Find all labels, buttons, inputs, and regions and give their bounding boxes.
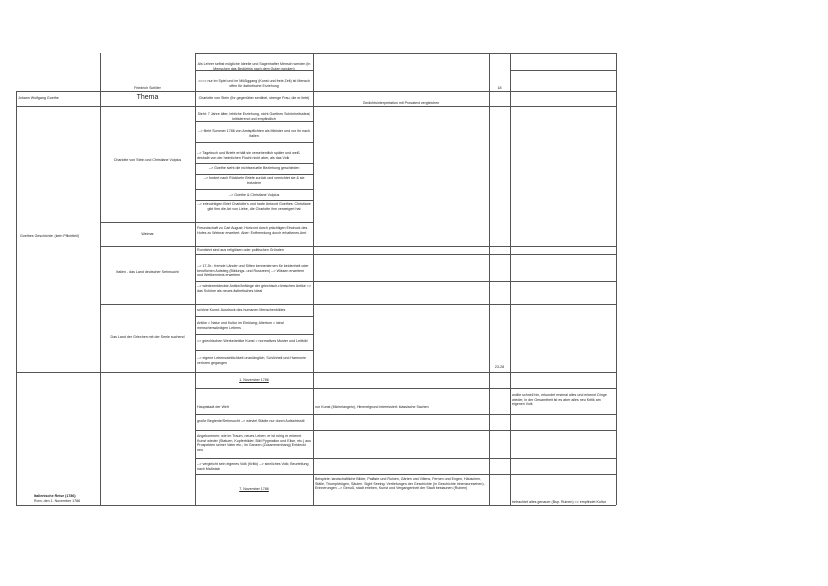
grid-line	[195, 163, 313, 164]
cell-c3: Charlotte von Stein (Ihr gegenüber sentibel, strenge Frau, die er liebt)	[198, 96, 310, 100]
grid-line	[16, 372, 616, 373]
friedrich-schiller: Friedrich Schiller	[134, 86, 161, 90]
section-goethe-geschichte: Goethes Geschichte: (kein Pflichtteil)	[20, 234, 79, 238]
grid-line	[16, 91, 17, 505]
grid-line	[100, 246, 616, 247]
page-ref-18: 18	[497, 86, 502, 90]
cell-c15: schöne Kunst: Ausdruck des humanen Menschenbildes	[197, 308, 286, 312]
grid-line	[489, 53, 490, 505]
cell-c9: --> Goethe & Christiane Vulpius	[228, 193, 280, 197]
thema-header: Thema	[136, 94, 159, 101]
cell-c11: Freundschaft zu Carl August; Horizont durch prächtigen Eindruck des Hofes zu Weimar erweitert. Aber: Entfremdung durch erhaltenes Amt	[197, 226, 308, 235]
page-ref-23: 23-28	[494, 365, 505, 369]
grid-line	[195, 414, 616, 415]
cell-c6: --> Tagebuch und Briefe erhält sie versehentlich später und weiß deshalb von der heimlichen Flucht nicht aber, als das Volk	[197, 151, 300, 160]
grid-line	[16, 505, 616, 506]
cell-c12: Romfahrt sind aus religiösen oder politischen Gründen	[197, 248, 284, 252]
cell-c1: Als Lehrer selbst mögliche Ideelle und Sagenhafter Mensch werden (in Menschen das Bedürfnis nach dem Guten wecken)	[197, 62, 311, 71]
cell-c10: --> erleuchtigen Brief Charlotte's und harte Antwort Goethes: Christiane gibt ihm die Art von Liebe, die Charlotte ihm verweigert hat	[197, 202, 311, 211]
cell-c21: große Begierde/Sehnsucht --> wieviel Städte nur durch Aufsichtsstil	[197, 419, 305, 423]
grid-line	[510, 53, 511, 505]
grid-line	[313, 53, 314, 505]
cell-c5: --> flieht Sommer 1786 von Amtspflichten als Minister und vor ihr nach Italien	[198, 129, 310, 138]
cell-c19: 1. November 1786	[239, 378, 269, 382]
grid-line	[195, 53, 196, 505]
cell-c16: Antike = Natur und Kultur im Einklang; Altertum = ideal menschenwürdigen Lebens	[197, 321, 284, 330]
grid-line	[195, 174, 313, 175]
charlotte-section: Charlotte von Stein und Christiane Vulpius	[113, 158, 182, 162]
grid-line	[16, 106, 616, 107]
grid-line	[195, 474, 616, 475]
cell-c18: --> eigene Lebenswirklichkeit unzulänglich, Schönheit und Harmonie verloren gegangen	[197, 356, 306, 365]
cell-c22: Angekommen: wie im Traum, neues Leben; er ist ruhig er erkennt Kunst wieder (Statuen, Kupferbilder, Bild Pygmalion und Elise, etc.) aus Prospekten seiner Vater etc.; im Ganzen (Zusammenhang) Entdeckt neu	[197, 434, 311, 452]
wolle-cell: wollte schnell hin, erkundet erstmal alles und erkennt Dinge wieder, in der Gesamtheit ist es aber alles neu Kritik am eigenen Volk	[512, 393, 607, 407]
gedicht-cell: Gedichtsinterpretation mit Prosatext vergleichen	[362, 101, 440, 105]
kunst-cell: nur Kunst (Michelangelo), Himmelgrund interessiert: klassische Sachen	[315, 405, 429, 409]
grid-line	[100, 222, 313, 223]
betrachtet-cell: betrachtet alles genauer (Bsp. Ruinen) => empfindet Kultur	[512, 500, 606, 504]
section-rom-date: Rom, den 1. November 1786	[34, 499, 81, 503]
grid-line	[195, 200, 313, 201]
cell-c17: => griechischen Werke/antike Kunst = normatives Muster und Leitbild	[197, 339, 308, 343]
cell-c2: ===> nur im Spiel und im Müßiggang (Kunst und freie Zeit) ist Mensch offen für ästhetische Erziehung	[198, 79, 310, 88]
weimar-section: Weimar	[141, 232, 154, 236]
grid-line	[195, 430, 616, 431]
section-italienische-reise: Italienische Reise (1786)	[34, 494, 76, 498]
griechen-section: Das Land der Griechen mit der Seele suchend	[110, 335, 185, 339]
cell-c14: --> wiederentdeckte Antike/Anfänge der griechisch-römischen Antike => das Schöne als neues ästhetisches Ideal	[197, 284, 311, 293]
cell-c24: 7. November 1786	[239, 487, 269, 491]
grid-line	[195, 189, 313, 190]
beispiele-cell: Beispiele: landschaftliche Bilder, Paläste und Ruinen, Gärten und Villens, Fernen und Engen, Häuschen, Ställe, Triumphbögen, Säulen. Sight Seeing: Vertiefungen der Geschichte (in Geschichte hinenzuresehen). Erinnerungen --> Genuß, stadt erleben, Kunst und Vergangenheit der Stadt bestaunen (Ruinen)	[315, 477, 485, 491]
cell-c20: Hauptstadt der Welt	[197, 405, 229, 409]
grid-line	[195, 53, 510, 54]
grid-line	[616, 53, 617, 505]
cell-c7: --> Goethe sieht die nichtsexuelle Beziehung geschieden	[208, 166, 300, 170]
grid-line	[195, 350, 313, 351]
cell-c23: --> vergleicht sein eigenes Volk (Kritik) --> sinnliches Volk; Beurteilung nach Maßstab	[197, 462, 309, 471]
grid-line	[195, 388, 616, 389]
grid-line	[195, 254, 616, 255]
author-name: Johann Wolfgang Goethe	[18, 96, 59, 100]
grid-line	[510, 70, 616, 71]
grid-line	[16, 91, 616, 92]
grid-line	[195, 142, 313, 143]
cell-c4: Sieht: 7 Jahre älter, lebliche Erziehung, nicht Goethes Schönheitsideal, kritisierend und empfindlich	[197, 112, 311, 121]
grid-line	[100, 53, 101, 505]
italien-section: Italien - das Land deutscher Sehnsucht	[116, 270, 179, 274]
grid-line	[510, 53, 616, 54]
grid-line	[195, 316, 313, 317]
grid-line	[195, 458, 616, 459]
cell-c13: --> 17.Jh.: fremde Länder und Sitten kennenlernen für beidenheit oder beruflichen Aufstieg (Bildungs- und Russreen) --> Wissen erweitern und Weltkenntnis erweitern	[197, 264, 309, 278]
cell-c8: --> fordert nach Rückkehr Briefe zurück und vernichtet sie & sie trotzdem	[203, 176, 305, 185]
grid-line	[195, 334, 313, 335]
grid-line	[195, 281, 616, 282]
grid-line	[100, 304, 616, 305]
